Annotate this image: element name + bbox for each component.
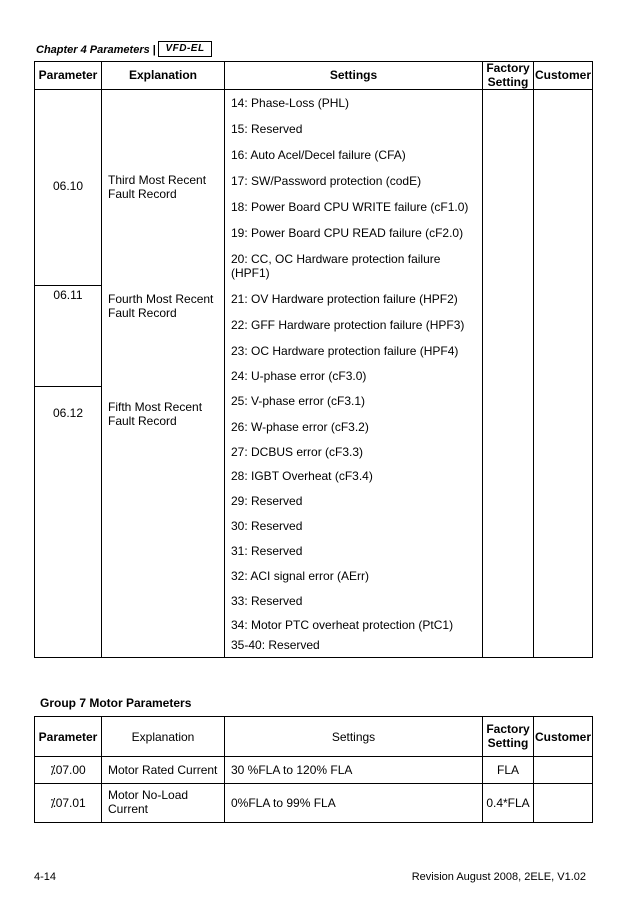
setting-line: (HPF1) [231,266,270,280]
param-code-07-00 [35,763,101,777]
col-header-customer: Customer [534,730,591,744]
param-code-text: 07.00 [55,763,86,777]
vfd-logo: VFD-EL [158,41,212,57]
col-header-parameter: Parameter [38,68,98,82]
page-number: 4-14 [34,871,57,883]
group7-title: Group 7 Motor Parameters [40,696,192,710]
table2-header-border [34,756,593,757]
param-code-06-12: 06.12 [52,406,84,420]
chapter-title: Chapter 4 Parameters [36,44,150,56]
table1-right-border [592,61,593,658]
setting-line: 34: Motor PTC overheat protection (PtC1) [231,618,454,632]
explanation-line: Fault Record [108,414,177,428]
table1-header-border [34,89,593,90]
explanation-line: Motor No-Load [108,788,189,802]
chapter-header [36,44,156,56]
run-change-mark-icon: ⁒ [50,796,56,810]
setting-07-00: 30 %FLA to 120% FLA [231,763,353,777]
param-explanation-07-00: Motor Rated Current [108,763,218,777]
setting-line: 33: Reserved [231,594,303,608]
table2-top-border [34,716,593,717]
param-explanation-06-12 [108,400,223,428]
param-explanation-06-10 [108,173,223,201]
factory-label-line1: Factory [486,722,530,736]
setting-07-01: 0%FLA to 99% FLA [231,796,336,810]
setting-line: 22: GFF Hardware protection failure (HPF3) [231,318,465,332]
table1-col-divider-3 [482,61,483,658]
setting-line: 14: Phase-Loss (PHL) [231,96,350,110]
table2-row-divider [34,783,593,784]
col-header-factory-setting [483,722,533,750]
setting-line: 27: DCBUS error (cF3.3) [231,445,364,459]
setting-line: 20: CC, OC Hardware protection failure [231,252,441,266]
setting-line: 21: OV Hardware protection failure (HPF2) [231,292,458,306]
col-header-explanation: Explanation [128,68,197,82]
setting-line: 15: Reserved [231,122,303,136]
explanation-line: Fourth Most Recent [108,292,214,306]
run-change-mark-icon: ⁒ [50,763,56,777]
setting-line: 30: Reserved [231,519,303,533]
factory-label-line2: Setting [487,75,529,89]
setting-line: 26: W-phase error (cF3.2) [231,420,369,434]
setting-line: 35-40: Reserved [231,638,320,652]
setting-line: 28: IGBT Overheat (cF3.4) [231,469,373,483]
param-code-06-10: 06.10 [52,179,84,193]
setting-line: 24: U-phase error (cF3.0) [231,369,367,383]
setting-line: 32: ACI signal error (AErr) [231,569,370,583]
setting-line: 29: Reserved [231,494,303,508]
header-separator: | [152,44,156,56]
param-code-text: 07.01 [55,796,86,810]
table1-bottom-border [34,657,593,658]
param-explanation-06-11 [108,292,223,320]
setting-line: 17: SW/Password protection (codE) [231,174,422,188]
explanation-line: Fault Record [108,306,177,320]
explanation-line: Fifth Most Recent [108,400,203,414]
col-header-parameter: Parameter [38,730,98,744]
param-explanation-07-01 [108,788,224,816]
explanation-line: Current [108,802,149,816]
col-header-settings: Settings [329,68,378,82]
setting-line: 25: V-phase error (cF3.1) [231,394,366,408]
explanation-line: Fault Record [108,187,177,201]
setting-line: 16: Auto Acel/Decel failure (CFA) [231,148,406,162]
table1-left-border [34,61,35,658]
col-header-settings: Settings [331,730,376,744]
setting-line: 23: OC Hardware protection failure (HPF4) [231,344,459,358]
setting-line: 18: Power Board CPU WRITE failure (cF1.0) [231,200,469,214]
setting-line: 19: Power Board CPU READ failure (cF2.0) [231,226,464,240]
param-code-07-01 [35,796,101,810]
factory-setting-07-01: 0.4*FLA [486,796,530,810]
param-row-divider-1 [34,285,102,286]
explanation-line: Third Most Recent [108,173,207,187]
table2-right-border [592,716,593,823]
factory-label-line2: Setting [487,736,529,750]
param-row-divider-2 [34,386,102,387]
table2-bottom-border [34,822,593,823]
table1-col-divider-4 [533,61,534,658]
factory-label-line1: Factory [486,61,530,75]
revision-note: Revision August 2008, 2ELE, V1.02 [411,871,586,883]
col-header-customer: Customer [534,68,591,82]
setting-line: 31: Reserved [231,544,303,558]
factory-setting-07-00: FLA [496,763,519,777]
col-header-factory-setting [483,61,533,89]
param-code-06-11: 06.11 [53,288,83,302]
table1-col-divider-1 [101,61,102,658]
col-header-explanation: Explanation [131,730,195,744]
table1-col-divider-2 [224,61,225,658]
